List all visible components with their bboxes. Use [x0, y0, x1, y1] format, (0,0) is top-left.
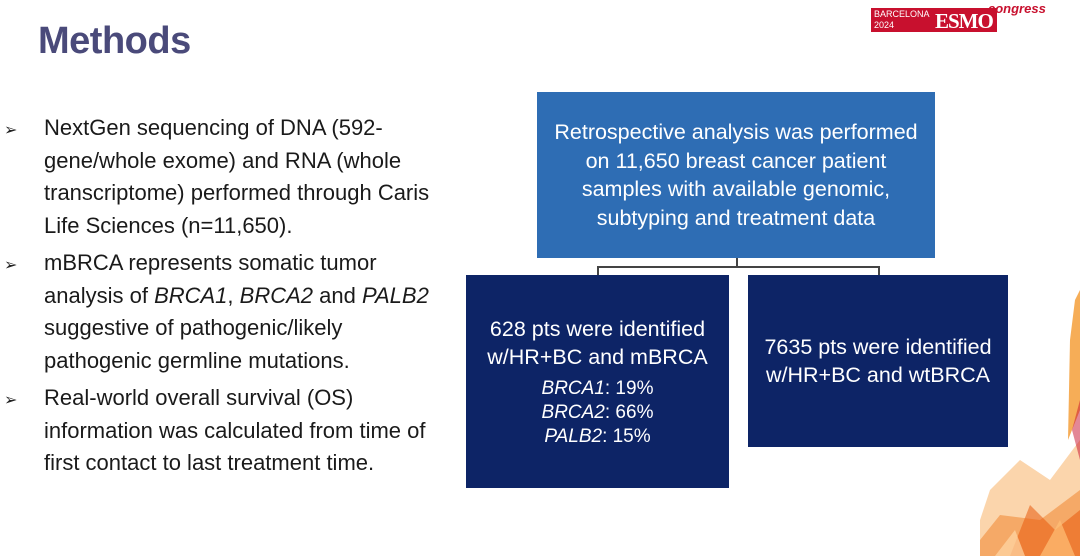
bullet-text: Real-world overall survival (OS) information was calculated from time of first contact to last treatment time. — [44, 385, 426, 475]
gene-name-brca2: BRCA2 — [239, 282, 314, 308]
stat-value: : 15% — [602, 425, 651, 447]
bullet-text-part: and — [313, 282, 362, 308]
bullet-text-part: , — [227, 282, 240, 308]
arrow-bullet-icon: ➢ — [4, 392, 18, 409]
bullet-item-sequencing — [0, 112, 450, 242]
stat-value: : 19% — [604, 377, 654, 399]
arrow-bullet-icon: ➢ — [4, 257, 18, 274]
stat-gene: BRCA2 — [541, 401, 605, 423]
cohort-box — [537, 92, 935, 258]
stat-value: : 66% — [604, 401, 654, 423]
esmo-congress-logo — [871, 1, 1051, 38]
logo-year: 2024 — [874, 20, 895, 30]
logo-event: congress — [988, 1, 1046, 16]
barcelona-skyline-decoration — [980, 290, 1080, 556]
logo-location-block — [871, 8, 931, 32]
bullet-text: NextGen sequencing of DNA (592-gene/whole exome) and RNA (whole transcriptome) performed through Caris Life Sciences (n=11,650). — [44, 115, 430, 238]
connector-right-drop — [878, 266, 880, 275]
stat-gene: PALB2 — [544, 425, 603, 447]
gene-name-brca1: BRCA1 — [154, 282, 228, 308]
bullet-item-survival — [0, 382, 450, 480]
bullet-text-part: mBRCA represents somatic tumor analysis of — [44, 250, 377, 308]
wtbrca-group-box — [748, 275, 1008, 447]
bullet-item-mbrca — [0, 247, 450, 377]
logo-city: BARCELONA — [874, 9, 930, 19]
logo-brand: ESMO — [931, 8, 997, 32]
connector-left-drop — [597, 266, 599, 275]
page-title: Methods — [38, 20, 191, 62]
mbrca-group-headline: 628 pts were identified w/HR+BC and mBRCA — [487, 316, 708, 369]
bullet-text-part: suggestive of pathogenic/likely pathogenic germline mutations. — [44, 315, 350, 373]
wtbrca-group-headline: 7635 pts were identified w/HR+BC and wtBRCA — [764, 335, 992, 387]
arrow-bullet-icon: ➢ — [4, 122, 18, 139]
mutation-stats — [542, 377, 654, 449]
gene-name-palb2: PALB2 — [361, 282, 429, 308]
methods-bullet-list — [0, 112, 450, 485]
mbrca-group-box — [466, 275, 729, 488]
connector-horizontal — [597, 266, 880, 268]
stat-row-palb2 — [542, 425, 654, 449]
stat-row-brca1 — [542, 377, 654, 401]
stat-gene: BRCA1 — [541, 377, 605, 399]
stat-row-brca2 — [542, 401, 654, 425]
cohort-box-text: Retrospective analysis was performed on 11,650 breast cancer patient samples with available genomic, subtyping and treatment data — [554, 120, 918, 230]
